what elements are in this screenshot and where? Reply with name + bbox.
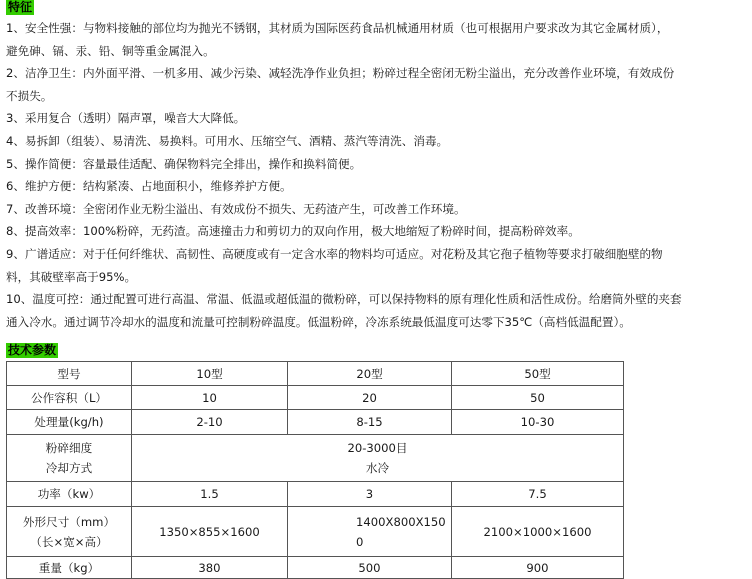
table-cell: 8-15 [288, 410, 452, 435]
feature-line: 9、广谱适应：对于任何纤维状、高韧性、高硬度或有一定含水率的物料均可适应。对花粉及其它孢子植物等要求打破细胞壁的物 [6, 246, 663, 261]
feature-line: 2、洁净卫生：内外面平滑、一机多用、减少污染、减轻洗净作业负担；粉碎过程全密闭无粉尘溢出，充分改善作业环境，有效成份 [6, 66, 675, 81]
header-cell-20: 20型 [288, 362, 452, 386]
feature-line: 7、改善环境：全密闭作业无粉尘溢出、有效成份不损失、无药渣产生，可改善工作环境。 [6, 201, 466, 216]
features-heading: 特征 [8, 0, 33, 14]
tech-params-heading: 技术参数 [8, 343, 57, 357]
table-row-fineness-cooling [7, 435, 624, 482]
table-cell: 380 [132, 557, 288, 579]
table-cell: 2100×1000×1600 [452, 507, 624, 557]
row-label: 功率（kw） [7, 482, 132, 507]
table-cell: 2-10 [132, 410, 288, 435]
row-label: 处理量(kg/h) [7, 410, 132, 435]
table-cell: 3 [288, 482, 452, 507]
table-row-capacity [7, 386, 624, 410]
feature-line: 8、提高效率：100%粉碎，无药渣。高速撞击力和剪切力的双向作用，极大地缩短了粉碎时间，提高粉碎效率。 [6, 224, 580, 239]
table-cell: 1.5 [132, 482, 288, 507]
row-label [7, 507, 132, 557]
row-label: 公作容积（L） [7, 386, 132, 410]
feature-line: 避免砷、镉、汞、铅、铜等重金属混入。 [6, 43, 215, 58]
feature-line: 4、易拆卸（组装）、易清洗、易换料。可用水、压缩空气、酒精、蒸汽等清洗、消毒。 [6, 133, 449, 148]
feature-line: 通入冷水。通过调节冷却水的温度和流量可控制粉碎温度。低温粉碎，冷冻系统最低温度可达零下35℃（高档低温配置）。 [6, 314, 631, 329]
feature-line: 6、维护方便：结构紧凑、占地面积小，维修养护方便。 [6, 179, 292, 194]
table-row-throughput [7, 410, 624, 435]
table-cell: 20 [288, 386, 452, 410]
table-row-header [7, 362, 624, 386]
table-cell: 500 [288, 557, 452, 579]
size-20-line1: 1400X800X150 [356, 514, 446, 529]
header-cell-model: 型号 [7, 362, 132, 386]
table-row-power [7, 482, 624, 507]
feature-line: 不损失。 [6, 88, 53, 103]
table-row-size [7, 507, 624, 557]
table-cell: 10 [132, 386, 288, 410]
table-cell: 7.5 [452, 482, 624, 507]
cooling-label: 冷却方式 [45, 461, 93, 475]
size-label-line1: 外形尺寸（mm） [22, 514, 116, 529]
row-label [7, 435, 132, 482]
fineness-value: 20-3000目 [347, 441, 408, 455]
feature-line: 3、采用复合（透明）隔声罩，噪音大大降低。 [6, 111, 246, 126]
table-cell: 50 [452, 386, 624, 410]
merged-cell [132, 435, 624, 482]
feature-line: 1、安全性强：与物料接触的部位均为抛光不锈钢，其材质为国际医药食品机械通用材质（也可根据用户要求改为其它金属材质）， [6, 21, 669, 35]
table-cell: 1350×855×1600 [132, 507, 288, 557]
table-row-weight [7, 557, 624, 579]
feature-line: 10、温度可控：通过配置可进行高温、常温、低温或超低温的微粉碎，可以保持物料的原有理化性质和活性成份。给磨筒外壁的夹套 [6, 292, 682, 307]
size-20-line2: 0 [356, 534, 364, 549]
header-cell-50: 50型 [452, 362, 624, 386]
feature-line: 5、操作简便：容量最佳适配、确保物料完全排出，操作和换料简便。 [6, 156, 362, 171]
table-cell: 900 [452, 557, 624, 579]
features-list [6, 17, 750, 333]
header-cell-10: 10型 [132, 362, 288, 386]
table-cell: 10-30 [452, 410, 624, 435]
table-cell [288, 507, 452, 557]
feature-line: 料，其破壁率高于95%。 [6, 269, 137, 284]
cooling-value: 水冷 [365, 461, 390, 475]
size-label-line2: （长×宽×高） [30, 534, 108, 549]
tech-params-table [6, 361, 624, 579]
fineness-label: 粉碎细度 [45, 441, 93, 455]
row-label: 重量（kg） [7, 557, 132, 579]
